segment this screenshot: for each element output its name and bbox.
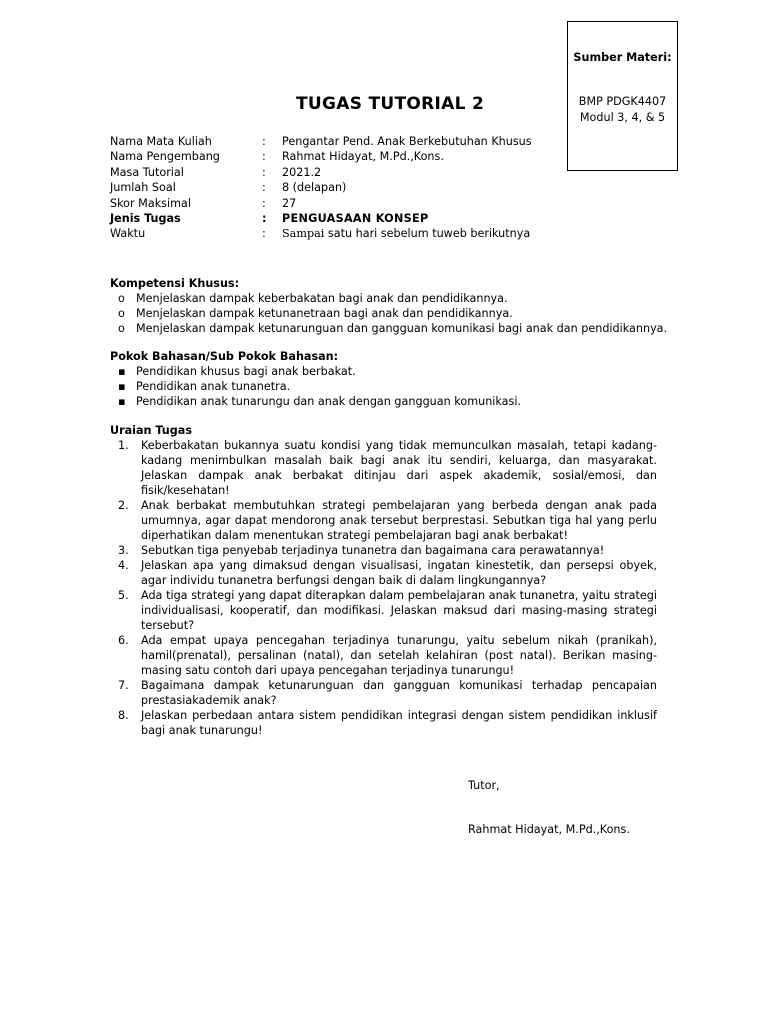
info-separator: : (262, 196, 266, 210)
signature-name: Rahmat Hidayat, M.Pd.,Kons. (468, 823, 630, 836)
pokok-heading: Pokok Bahasan/Sub Pokok Bahasan: (110, 350, 339, 363)
source-heading: Sumber Materi: (573, 51, 672, 64)
source-box (567, 21, 678, 171)
circle-bullet-icon: o (118, 322, 125, 335)
task-text: Ada tiga strategi yang dapat diterapkan dalam pembelajaran anak tunanetra, yaitu strategi individualisasi, kooperatif, dan modifikasi. Jelaskan maksud dari masing-masing strategi tersebut? (141, 589, 657, 632)
task-text: Ada empat upaya pencegahan terjadinya tunarungu, yaitu sebelum nikah (pranikah), hamil(prenatal), persalinan (natal), dan setelah kelahiran (post natal). Berikan masing-masing satu contoh dari upaya pencegahan terjadinya tunarungu! (141, 634, 657, 677)
task-item (110, 438, 657, 498)
info-value: PENGUASAAN KONSEP (282, 211, 429, 225)
info-separator: : (262, 181, 266, 195)
info-value-prefix: Sampai (282, 227, 325, 241)
info-separator: : (262, 135, 266, 148)
info-separator: : (262, 165, 266, 179)
task-text: Bagaimana dampak ketunarunguan dan gangguan komunikasi terhadap pencapaian prestasiakademik anak? (141, 679, 657, 707)
info-value: 2021.2 (282, 165, 322, 179)
task-text: Jelaskan perbedaan antara sistem pendidikan integrasi dengan sistem pendidikan inklusif bagi anak tunarungu! (141, 709, 657, 737)
info-value: 8 (delapan) (282, 181, 347, 195)
circle-bullet-icon: o (118, 292, 125, 305)
kompetensi-heading: Kompetensi Khusus: (110, 277, 240, 290)
task-item (110, 498, 657, 543)
info-separator: : (262, 227, 266, 241)
task-number: 8. (118, 709, 129, 722)
info-value: 27 (282, 196, 297, 210)
list-item: ▪ Pendidikan khusus bagi anak berbakat. (118, 365, 356, 378)
circle-bullet-icon: o (118, 307, 125, 320)
pokok-section (110, 349, 670, 409)
info-separator: : (262, 211, 267, 225)
task-text: Keberbakatan bukannya suatu kondisi yang tidak memunculkan masalah, tetapi kadang-kadang menimbulkan masalah baik bagi anak itu sendiri, keluarga, dan masyarakat. Jelaskan dampak anak berbakat ditinjau dari aspek akademik, sosial/emosi, dan fisik/kesehatan! (141, 439, 657, 497)
task-text: Sebutkan tiga penyebab terjadinya tunanetra dan bagaimana cara perawatannya! (141, 544, 605, 557)
list-item: ▪ Pendidikan anak tunarungu dan anak dengan gangguan komunikasi. (118, 395, 522, 408)
source-line-2: Modul 3, 4, & 5 (579, 111, 666, 124)
uraian-section (110, 423, 657, 738)
source-body (568, 94, 677, 126)
kompetensi-section (110, 276, 670, 336)
task-number: 3. (118, 544, 129, 557)
pokok-list (110, 364, 670, 409)
source-line-1: BMP PDGK4407 (578, 95, 667, 108)
info-label: Skor Maksimal (110, 196, 191, 210)
list-item: o Menjelaskan dampak ketunanetraan bagi anak dan pendidikannya. (118, 307, 513, 320)
task-text: Jelaskan apa yang dimaksud dengan visualisasi, ingatan kinestetik, dan persepsi obyek, agar individu tunanetra berfungsi dengan baik di dalam lingkungannya? (141, 559, 657, 587)
task-number: 7. (118, 679, 129, 692)
info-label: Nama Mata Kuliah (110, 135, 212, 148)
task-item (110, 633, 657, 678)
info-value: Rahmat Hidayat, M.Pd.,Kons. (282, 150, 444, 164)
info-label: Nama Pengembang (110, 150, 220, 164)
info-value (282, 226, 530, 241)
task-item (110, 558, 657, 588)
signature-role: Tutor, (468, 779, 500, 792)
task-item (110, 678, 657, 708)
info-value-rest: satu hari sebelum tuweb berikutnya (324, 227, 531, 241)
task-item (110, 588, 657, 633)
task-item (110, 708, 657, 738)
task-number: 6. (118, 634, 129, 647)
task-number: 1. (118, 439, 129, 452)
uraian-heading: Uraian Tugas (110, 424, 192, 437)
task-number: 4. (118, 559, 129, 572)
uraian-list (110, 438, 657, 738)
kompetensi-list (110, 291, 670, 336)
info-label: Jenis Tugas (110, 211, 181, 225)
list-item: o Menjelaskan dampak ketunarunguan dan gangguan komunikasi bagi anak dan pendidikannya. (118, 322, 668, 335)
page-title: TUGAS TUTORIAL 2 (296, 94, 485, 114)
square-bullet-icon: ▪ (118, 395, 126, 408)
list-item: ▪ Pendidikan anak tunanetra. (118, 380, 291, 393)
task-text: Anak berbakat membutuhkan strategi pembelajaran yang berbeda dengan anak pada umumnya, agar dapat mendorong anak tersebut berprestasi. Sebutkan tiga hal yang perlu diperhatikan dalam menentukan strategi pembelajaran bagi anak berbakat! (141, 499, 657, 542)
info-label: Jumlah Soal (110, 181, 176, 195)
info-label: Masa Tutorial (110, 165, 184, 179)
square-bullet-icon: ▪ (118, 380, 126, 393)
task-number: 5. (118, 589, 129, 602)
info-separator: : (262, 150, 266, 164)
info-label: Waktu (110, 227, 146, 241)
square-bullet-icon: ▪ (118, 365, 126, 378)
list-item: o Menjelaskan dampak keberbakatan bagi anak dan pendidikannya. (118, 292, 508, 305)
task-number: 2. (118, 499, 129, 512)
task-item (110, 543, 657, 558)
info-value: Pengantar Pend. Anak Berkebutuhan Khusus (282, 135, 532, 148)
